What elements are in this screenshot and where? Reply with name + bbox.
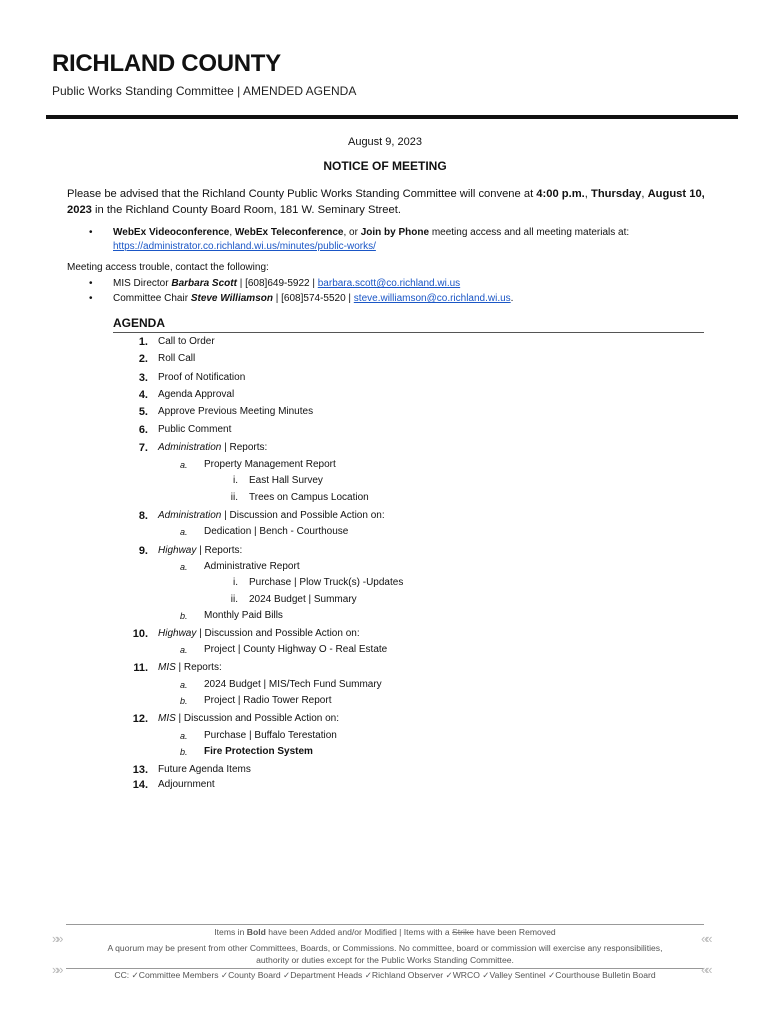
agenda-item-label: Administration | Discussion and Possible Action on: xyxy=(158,510,385,521)
county-title: RICHLAND COUNTY xyxy=(52,50,281,77)
agenda-item-label: Administration | Reports: xyxy=(158,442,268,453)
subitem-roman: ii. xyxy=(230,594,238,605)
footer-divider-top xyxy=(66,924,704,925)
chevron-left-icon: »» xyxy=(704,931,713,946)
agenda-item-number: 1. xyxy=(138,336,148,348)
agenda-item-number: 9. xyxy=(138,545,148,557)
subitem-letter: a. xyxy=(180,460,188,470)
department-name: MIS xyxy=(158,713,176,724)
agenda-item-number: 4. xyxy=(138,389,148,401)
agenda-item-number: 2. xyxy=(138,353,148,365)
footer-divider-bottom xyxy=(66,968,704,969)
email-link-barbara[interactable]: barbara.scott@co.richland.wi.us xyxy=(317,278,461,289)
agenda-item-label: Highway | Reports: xyxy=(158,545,243,556)
subitem-letter: a. xyxy=(180,527,188,537)
department-name: Highway xyxy=(158,628,197,639)
agenda-item-number: 14. xyxy=(132,779,148,791)
subitem-roman: ii. xyxy=(230,492,238,503)
subitem-label: Fire Protection System xyxy=(204,746,313,757)
agenda-item-label: Proof of Notification xyxy=(158,372,246,383)
agenda-item-number: 3. xyxy=(138,372,148,384)
subitem-letter: a. xyxy=(180,731,188,741)
department-name: MIS xyxy=(158,662,176,673)
subitem-letter: b. xyxy=(180,747,188,757)
meeting-notice-paragraph: Please be advised that the Richland County Public Works Standing Committee will convene at 4:00 p.m., Thursday, August 10, 2023 in the Richland County Board Room, 181 W. Seminary Street. xyxy=(67,188,705,216)
agenda-item-label: Future Agenda Items xyxy=(158,764,251,775)
bullet-icon: • xyxy=(89,278,93,289)
subitem-label: Property Management Report xyxy=(204,459,336,470)
subitem-letter: a. xyxy=(180,645,188,655)
chevron-left-icon: »» xyxy=(704,962,713,977)
chevron-right-icon: »» xyxy=(52,931,61,946)
agenda-item-label: Adjournment xyxy=(158,779,215,790)
footer-quorum-line-2: authority or duties except for the Public Works Standing Committee. xyxy=(256,955,514,965)
subitem-label: 2024 Budget | MIS/Tech Fund Summary xyxy=(204,679,382,690)
agenda-item-label: Roll Call xyxy=(158,353,196,364)
subsubitem-label: 2024 Budget | Summary xyxy=(249,594,357,605)
agenda-item-number: 7. xyxy=(138,442,148,454)
agenda-item-number: 6. xyxy=(138,424,148,436)
footer-cc: CC: ✓Committee Members ✓County Board ✓Department Heads ✓Richland Observer ✓WRCO ✓Valley Sentinel ✓Courthouse Bulletin Board xyxy=(114,970,656,980)
committee-subtitle: Public Works Standing Committee | AMENDED AGENDA xyxy=(52,84,357,98)
department-name: Highway xyxy=(158,545,197,556)
subitem-roman: i. xyxy=(233,577,238,588)
header-divider xyxy=(46,115,738,119)
subitem-label: Monthly Paid Bills xyxy=(204,610,283,621)
agenda-heading: AGENDA xyxy=(113,316,166,330)
agenda-item-number: 10. xyxy=(132,628,148,640)
subitem-letter: a. xyxy=(180,562,188,572)
footer-quorum-line-1: A quorum may be present from other Committees, Boards, or Commissions. No committee, board or commission will exercise any responsibilities, xyxy=(107,943,663,953)
subitem-letter: b. xyxy=(180,696,188,706)
notice-title: NOTICE OF MEETING xyxy=(323,159,447,173)
agenda-item-number: 5. xyxy=(138,406,148,418)
bullet-icon: • xyxy=(89,293,93,304)
footer-legend: Items in Bold have been Added and/or Modified | Items with a Strike have been Removed xyxy=(214,927,556,937)
subitem-label: Project | County Highway O - Real Estate xyxy=(204,644,388,655)
agenda-item-label: MIS | Discussion and Possible Action on: xyxy=(158,713,340,724)
subsubitem-label: Purchase | Plow Truck(s) -Updates xyxy=(249,577,404,588)
agenda-item-number: 13. xyxy=(132,764,148,776)
agenda-divider xyxy=(113,332,704,333)
subitem-label: Project | Radio Tower Report xyxy=(204,695,332,706)
subsubitem-label: Trees on Campus Location xyxy=(249,492,369,503)
subitem-label: Purchase | Buffalo Terestation xyxy=(204,730,337,741)
subitem-label: Dedication | Bench - Courthouse xyxy=(204,526,349,537)
agenda-item-number: 8. xyxy=(138,510,148,522)
agenda-item-label: Public Comment xyxy=(158,424,232,435)
subitem-letter: b. xyxy=(180,611,188,621)
subitem-label: Administrative Report xyxy=(204,561,300,572)
email-link-steve[interactable]: steve.williamson@co.richland.wi.us xyxy=(353,293,511,304)
contact-intro: Meeting access trouble, contact the following: xyxy=(67,262,269,273)
agenda-item-label: Agenda Approval xyxy=(158,389,235,400)
subitem-roman: i. xyxy=(233,475,238,486)
bullet-icon: • xyxy=(89,227,93,238)
minutes-link[interactable]: https://administrator.co.richland.wi.us/minutes/public-works/ xyxy=(113,241,376,252)
agenda-item-label: Approve Previous Meeting Minutes xyxy=(158,406,314,417)
chevron-right-icon: »» xyxy=(52,962,61,977)
department-name: Administration xyxy=(158,510,222,521)
agenda-item-number: 12. xyxy=(132,713,148,725)
agenda-item-label: MIS | Reports: xyxy=(158,662,222,673)
meeting-date: August 9, 2023 xyxy=(347,136,422,148)
department-name: Administration xyxy=(158,442,222,453)
subitem-letter: a. xyxy=(180,680,188,690)
agenda-item-number: 11. xyxy=(133,662,148,674)
agenda-item-label: Highway | Discussion and Possible Action on: xyxy=(158,628,360,639)
agenda-item-label: Call to Order xyxy=(158,336,215,347)
subsubitem-label: East Hall Survey xyxy=(249,475,323,486)
